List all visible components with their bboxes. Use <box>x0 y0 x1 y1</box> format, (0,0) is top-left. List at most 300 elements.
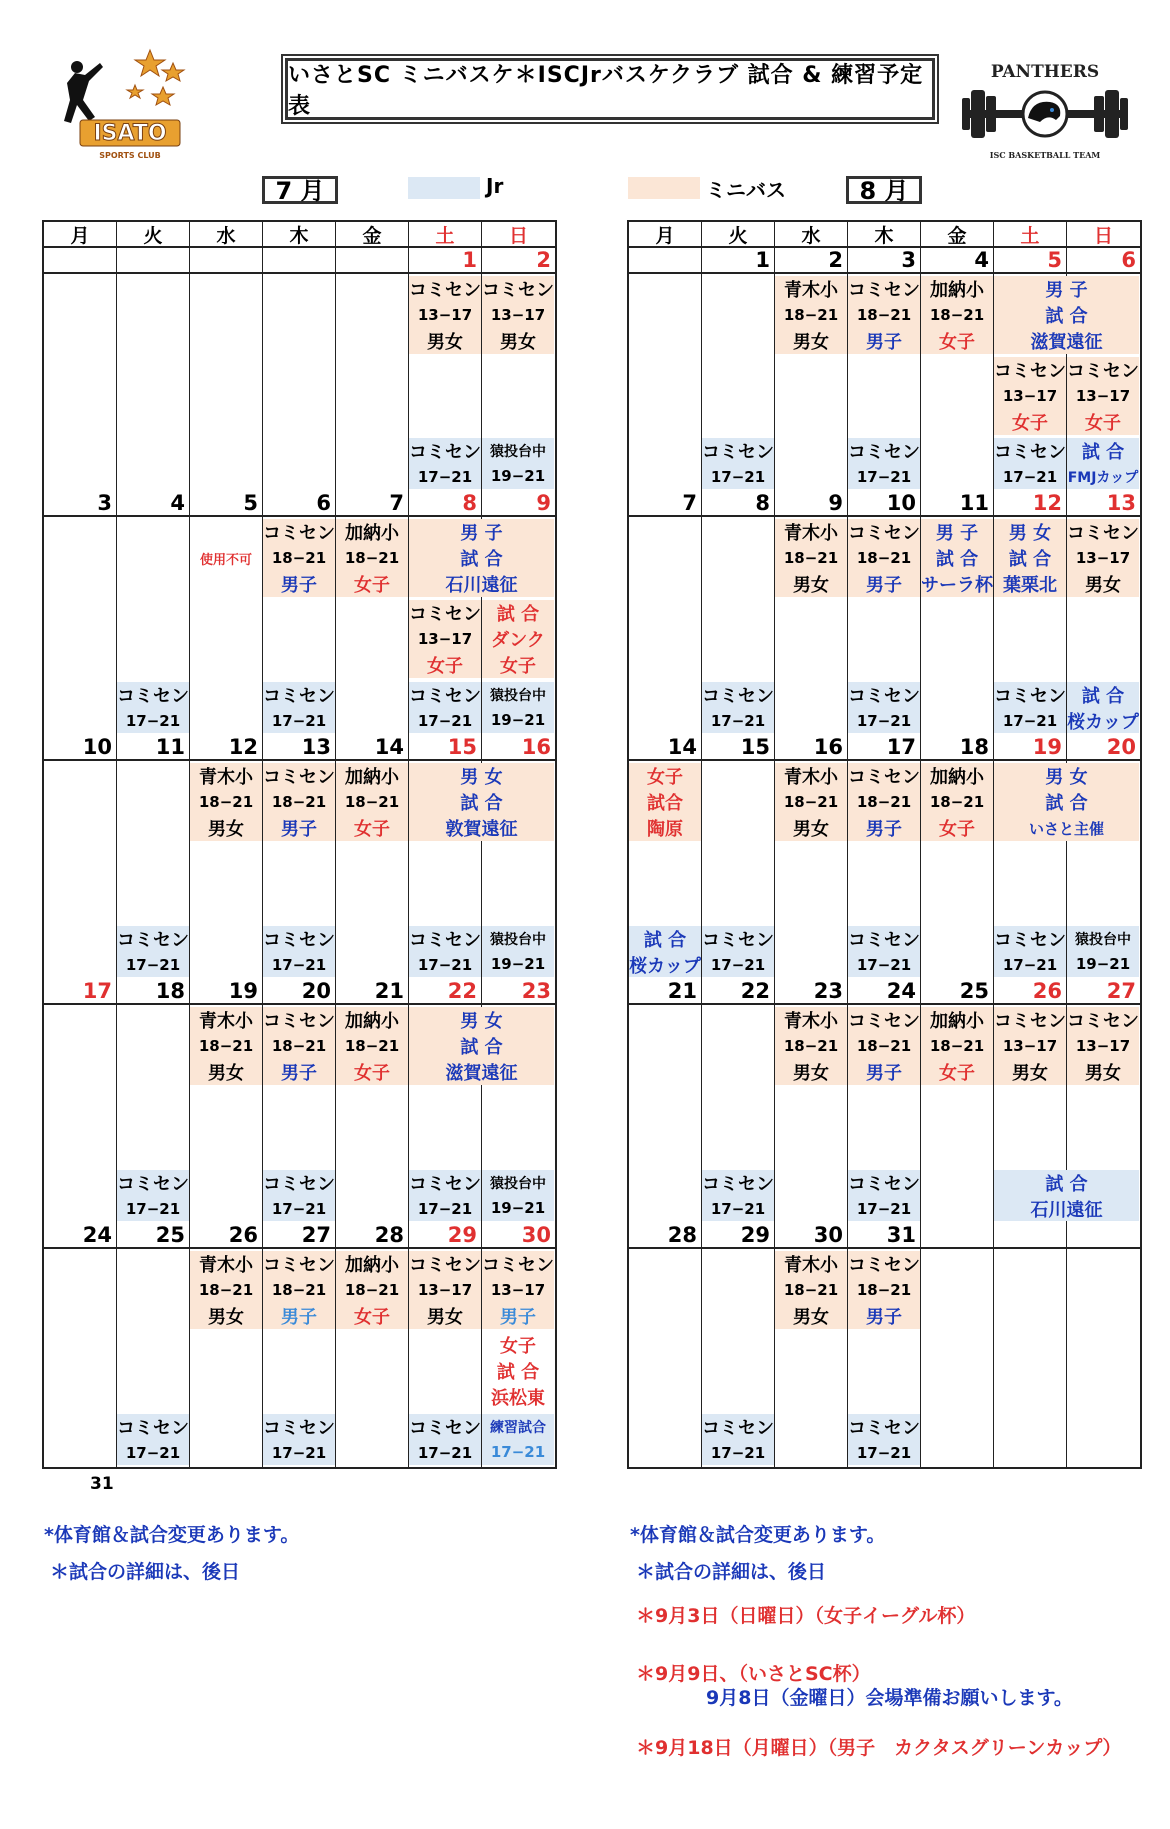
day-number: 4 <box>921 248 994 274</box>
note-left-1: *体育館＆試合変更あります。 <box>44 1524 300 1546</box>
aug-schedule-block <box>848 763 920 841</box>
day-number <box>994 1223 1067 1249</box>
block-line: コミセン <box>409 604 481 625</box>
block-line: 13−17 <box>417 306 473 324</box>
block-line: 男子 <box>866 332 902 353</box>
block-line: 18−21 <box>856 549 912 567</box>
block-line: コミセン <box>263 686 335 707</box>
block-line: 試 合 <box>935 549 979 570</box>
block-line: 男 女 <box>460 1011 503 1032</box>
block-line: コミセン <box>848 1174 920 1195</box>
day-number: 1 <box>409 248 482 274</box>
block-line: FMJカップ <box>1067 469 1139 486</box>
block-line: 女子 <box>939 819 975 840</box>
block-line: コミセン <box>409 930 481 951</box>
day-number: 20 <box>263 979 336 1005</box>
july-schedule-block <box>482 1332 554 1410</box>
block-line: 18−21 <box>344 1281 400 1299</box>
block-line: コミセン <box>263 1011 335 1032</box>
block-line: 男子 <box>866 819 902 840</box>
day-number: 13 <box>263 735 336 761</box>
block-line: 18−21 <box>271 1281 327 1299</box>
block-line: 男女 <box>793 1063 829 1084</box>
aug-schedule-block <box>775 276 847 354</box>
weekday-header: 日 <box>1067 222 1140 248</box>
aug-schedule-block <box>1067 1007 1139 1085</box>
day-number: 25 <box>117 1223 190 1249</box>
block-line: 18−21 <box>344 793 400 811</box>
block-line: 13−17 <box>417 630 473 648</box>
block-line: 青木小 <box>784 1255 838 1276</box>
block-line: 陶原 <box>647 819 683 840</box>
block-line: コミセン <box>702 930 774 951</box>
block-line: 試 合 <box>1045 1174 1088 1195</box>
july-schedule-block <box>409 600 481 678</box>
day-number <box>190 248 263 274</box>
block-line: 試 合 <box>496 1362 540 1383</box>
block-line: コミセン <box>1067 1011 1139 1032</box>
day-number: 1 <box>702 248 775 274</box>
block-line: 猿投台中 <box>1075 931 1131 948</box>
block-line: 男 女 <box>1008 523 1052 544</box>
block-line: 17−21 <box>125 1199 181 1218</box>
aug-schedule-block <box>702 1170 774 1221</box>
july-schedule-block <box>409 1414 481 1465</box>
day-number: 22 <box>409 979 482 1005</box>
block-line: 17−21 <box>125 955 181 974</box>
club-name: ISATO <box>93 121 167 146</box>
block-line: コミセン <box>263 1255 335 1276</box>
aug-schedule-block <box>702 1414 774 1465</box>
aug-schedule-block <box>848 1170 920 1221</box>
block-line: 女子 <box>427 656 463 677</box>
block-line: 男子 <box>866 575 902 596</box>
day-number: 3 <box>848 248 921 274</box>
grid-line <box>335 274 336 491</box>
block-line: 石川遠征 <box>1030 1200 1103 1221</box>
block-line: 男女 <box>793 575 829 596</box>
block-line: コミセン <box>848 1418 920 1439</box>
block-line: 18−21 <box>783 1281 839 1299</box>
july-schedule-block <box>336 1251 408 1329</box>
day-number: 14 <box>336 735 409 761</box>
block-line: コミセン <box>409 1255 481 1276</box>
grid-line <box>116 274 117 491</box>
day-number: 20 <box>1067 735 1140 761</box>
aug-schedule-block <box>1067 926 1139 977</box>
july-schedule-block <box>482 438 554 489</box>
block-line: コミセン <box>848 767 920 788</box>
month-label-july: 7 月 <box>262 176 338 204</box>
day-number: 23 <box>775 979 848 1005</box>
day-number: 9 <box>775 491 848 517</box>
day-number: 15 <box>409 735 482 761</box>
block-line: 男女 <box>1012 1063 1048 1084</box>
july-schedule-block <box>117 926 189 977</box>
block-line: 女子 <box>500 1336 536 1357</box>
legend-mini-swatch <box>628 177 700 199</box>
day-number <box>921 1223 994 1249</box>
block-line: 男 子 <box>1045 280 1088 301</box>
aug-schedule-block <box>848 1251 920 1329</box>
note-right-2: ＊試合の詳細は、後日 <box>636 1561 827 1583</box>
block-line: コミセン <box>263 523 335 544</box>
block-line: 男女 <box>208 1063 244 1084</box>
block-line: 18−21 <box>198 793 254 811</box>
july-schedule-block <box>409 438 481 489</box>
aug-schedule-block <box>702 438 774 489</box>
block-line: 17−21 <box>271 711 327 730</box>
block-line: 18−21 <box>783 793 839 811</box>
july-schedule-block <box>482 276 554 354</box>
aug-schedule-block <box>1067 519 1139 597</box>
day-number: 11 <box>921 491 994 517</box>
aug-schedule-block <box>994 1007 1066 1085</box>
block-line: 18−21 <box>198 1281 254 1299</box>
block-line: 試合 <box>647 793 683 814</box>
grid-line <box>262 274 263 491</box>
day-number: 4 <box>117 491 190 517</box>
block-line: コミセン <box>994 361 1066 382</box>
block-line: 18−21 <box>856 1281 912 1299</box>
block-line: コミセン <box>409 1418 481 1439</box>
block-line: 17−21 <box>417 1443 473 1462</box>
block-line: 男女 <box>1085 575 1121 596</box>
day-number: 5 <box>190 491 263 517</box>
block-line: 石川遠征 <box>445 575 518 596</box>
block-line: 加納小 <box>930 767 984 788</box>
block-line: コミセン <box>994 686 1066 707</box>
aug-schedule-block <box>1067 682 1139 733</box>
block-line: 男子 <box>281 575 317 596</box>
block-line: 試 合 <box>1081 686 1125 707</box>
july-schedule-block <box>409 763 554 841</box>
block-line: 女子 <box>354 1307 390 1328</box>
note-right-4: ＊9月9日、（いさとSC杯） <box>636 1663 871 1685</box>
legend-jr-swatch <box>408 177 480 199</box>
day-number: 30 <box>775 1223 848 1249</box>
team-name: PANTHERS <box>990 62 1100 82</box>
block-line: 19−21 <box>490 467 546 486</box>
july-schedule-block <box>263 763 335 841</box>
day-number: 2 <box>775 248 848 274</box>
block-line: 試 合 <box>643 930 687 951</box>
club-logo <box>55 45 205 165</box>
day-number <box>629 248 702 274</box>
weekday-header: 水 <box>775 222 848 248</box>
block-line: 男子 <box>866 1307 902 1328</box>
block-line: 17−21 <box>271 1199 327 1218</box>
day-number: 28 <box>336 1223 409 1249</box>
block-line: 13−17 <box>1075 1037 1131 1055</box>
block-line: 女子 <box>1085 413 1121 434</box>
grid-line <box>189 274 190 491</box>
block-line: 女子 <box>354 819 390 840</box>
block-line: 17−21 <box>856 467 912 486</box>
block-line: 猿投台中 <box>490 443 546 460</box>
block-line: コミセン <box>482 280 554 301</box>
august-calendar <box>627 220 1142 1469</box>
block-line: 加納小 <box>930 1011 984 1032</box>
day-number <box>263 248 336 274</box>
block-line: 17−21 <box>710 711 766 730</box>
day-number: 2 <box>482 248 555 274</box>
day-number: 3 <box>44 491 117 517</box>
block-line: 青木小 <box>784 280 838 301</box>
block-line: コミセン <box>263 1418 335 1439</box>
block-line: 18−21 <box>929 306 985 324</box>
day-number: 12 <box>994 491 1067 517</box>
block-line: 青木小 <box>784 523 838 544</box>
block-line: 18−21 <box>271 793 327 811</box>
block-line: コミセン <box>263 1174 335 1195</box>
block-line: 17−21 <box>856 711 912 730</box>
weekday-header: 木 <box>263 222 336 248</box>
july-schedule-block <box>482 1170 554 1221</box>
july-schedule-block <box>190 763 262 841</box>
july-schedule-block <box>117 682 189 733</box>
day-number <box>44 248 117 274</box>
block-line: 試 合 <box>1081 442 1125 463</box>
block-line: サーラ杯 <box>921 575 993 596</box>
aug-schedule-block <box>921 1007 993 1085</box>
weekday-header: 金 <box>336 222 409 248</box>
block-line: コミセン <box>117 930 189 951</box>
block-line: コミセン <box>848 1011 920 1032</box>
day-number: 9 <box>482 491 555 517</box>
block-line: コミセン <box>702 686 774 707</box>
block-line: 男女 <box>793 1307 829 1328</box>
block-line: 13−17 <box>490 1281 546 1299</box>
block-line: コミセン <box>848 930 920 951</box>
aug-schedule-block <box>848 682 920 733</box>
block-line: 女子 <box>354 1063 390 1084</box>
block-line: コミセン <box>994 930 1066 951</box>
block-line: 男 女 <box>460 767 503 788</box>
day-number: 7 <box>336 491 409 517</box>
block-line: コミセン <box>482 1255 554 1276</box>
july-schedule-block <box>263 1251 335 1329</box>
block-line: 17−21 <box>125 1443 181 1462</box>
block-line: 加納小 <box>345 523 399 544</box>
july-schedule-block <box>409 519 554 597</box>
aug-schedule-block <box>848 519 920 597</box>
aug-schedule-block <box>994 1170 1139 1221</box>
weekday-header: 月 <box>44 222 117 248</box>
aug-schedule-block <box>921 519 993 597</box>
day-number: 27 <box>263 1223 336 1249</box>
day-number: 17 <box>44 979 117 1005</box>
day-number: 30 <box>482 1223 555 1249</box>
block-line: 滋賀遠征 <box>1030 332 1103 353</box>
grid-line <box>920 1249 921 1467</box>
block-line: 女子 <box>647 767 683 788</box>
july-schedule-block <box>482 600 554 678</box>
block-line: 17−21 <box>125 711 181 730</box>
july-schedule-block <box>263 926 335 977</box>
july-schedule-block <box>190 1251 262 1329</box>
day-number: 29 <box>409 1223 482 1249</box>
block-line: 男女 <box>427 1307 463 1328</box>
block-line: 19−21 <box>490 955 546 974</box>
block-line: 女子 <box>354 575 390 596</box>
day-number: 21 <box>336 979 409 1005</box>
title-text: いさとSC ミニバスケ＊ISCJrバスケクラブ 試合 & 練習予定表 <box>288 63 924 119</box>
day-number: 26 <box>994 979 1067 1005</box>
block-line: コミセン <box>263 767 335 788</box>
day-number: 8 <box>409 491 482 517</box>
block-line: コミセン <box>117 1174 189 1195</box>
block-line: 男女 <box>208 1307 244 1328</box>
block-line: 19−21 <box>1075 955 1131 974</box>
july-schedule-block <box>409 1251 481 1329</box>
note-right-6: ＊9月18日（月曜日）（男子 カクタスグリーンカップ） <box>636 1737 1122 1759</box>
block-line: コミセン <box>263 930 335 951</box>
block-line: 13−17 <box>1002 1037 1058 1055</box>
block-line: 猿投台中 <box>490 1175 546 1192</box>
block-line: コミセン <box>409 1174 481 1195</box>
block-line: 18−21 <box>929 1037 985 1055</box>
aug-schedule-block <box>629 763 701 841</box>
day-number: 28 <box>629 1223 702 1249</box>
block-line: コミセン <box>117 1418 189 1439</box>
block-line: 男女 <box>208 819 244 840</box>
block-line: 17−21 <box>856 1199 912 1218</box>
day-number: 15 <box>702 735 775 761</box>
block-line: 試 合 <box>1045 793 1088 814</box>
day-number: 19 <box>190 979 263 1005</box>
grid-line <box>1066 1249 1067 1467</box>
block-line: 19−21 <box>490 1199 546 1218</box>
aug-schedule-block <box>994 926 1066 977</box>
block-line: 青木小 <box>784 767 838 788</box>
block-line: 17−21 <box>271 1443 327 1462</box>
day-number: 27 <box>1067 979 1140 1005</box>
block-line: コミセン <box>409 442 481 463</box>
block-line: コミセン <box>117 686 189 707</box>
weekday-header: 月 <box>629 222 702 248</box>
aug-schedule-block <box>775 763 847 841</box>
block-line: コミセン <box>1067 523 1139 544</box>
day-number: 26 <box>190 1223 263 1249</box>
block-line: 加納小 <box>930 280 984 301</box>
block-line: 猿投台中 <box>490 931 546 948</box>
block-line: コミセン <box>1067 361 1139 382</box>
block-line: コミセン <box>994 1011 1066 1032</box>
july-schedule-block <box>117 1414 189 1465</box>
stray-day-31: 31 <box>90 1474 114 1494</box>
block-line: 17−21 <box>856 955 912 974</box>
block-line: 17−21 <box>1002 711 1058 730</box>
block-line: 17−21 <box>856 1443 912 1462</box>
july-schedule-block <box>263 682 335 733</box>
day-number: 13 <box>1067 491 1140 517</box>
grid-line <box>993 1249 994 1467</box>
aug-schedule-block <box>1067 438 1139 489</box>
weekday-header: 金 <box>921 222 994 248</box>
block-line: 18−21 <box>198 1037 254 1055</box>
note-left-2: ＊試合の詳細は、後日 <box>50 1561 241 1583</box>
block-line: 女子 <box>939 332 975 353</box>
block-line: 17−21 <box>271 955 327 974</box>
july-schedule-block <box>409 926 481 977</box>
block-line: 青木小 <box>784 1011 838 1032</box>
block-line: コミセン <box>848 280 920 301</box>
block-line: コミセン <box>848 442 920 463</box>
july-schedule-block <box>409 1007 554 1085</box>
block-line: 13−17 <box>417 1281 473 1299</box>
block-line: 17−21 <box>417 467 473 486</box>
block-line: 男女 <box>1085 1063 1121 1084</box>
day-number: 8 <box>702 491 775 517</box>
day-number: 11 <box>117 735 190 761</box>
aug-schedule-block <box>994 276 1139 354</box>
block-line: 18−21 <box>271 549 327 567</box>
team-sub: ISC BASKETBALL TEAM <box>989 150 1101 160</box>
weekday-header: 土 <box>994 222 1067 248</box>
aug-schedule-block <box>775 519 847 597</box>
aug-schedule-block <box>629 926 701 977</box>
block-line: 試 合 <box>460 793 503 814</box>
day-number: 7 <box>629 491 702 517</box>
day-number: 29 <box>702 1223 775 1249</box>
block-line: コミセン <box>702 1174 774 1195</box>
july-schedule-block <box>336 519 408 597</box>
block-line: 青木小 <box>199 1255 253 1276</box>
day-number: 17 <box>848 735 921 761</box>
weekday-header: 木 <box>848 222 921 248</box>
july-schedule-block <box>117 1170 189 1221</box>
note-right-1: *体育館＆試合変更あります。 <box>630 1524 886 1546</box>
july-schedule-block <box>190 519 262 597</box>
block-line: 18−21 <box>783 306 839 324</box>
block-line: 18−21 <box>929 793 985 811</box>
block-line: 18−21 <box>856 306 912 324</box>
block-line: 加納小 <box>345 1011 399 1032</box>
player-star-icon <box>55 45 205 165</box>
note-right-5: 9月8日（金曜日）会場準備お願いします。 <box>706 1687 1073 1709</box>
block-line: 試 合 <box>460 549 503 570</box>
block-line: 男子 <box>281 819 317 840</box>
day-number: 19 <box>994 735 1067 761</box>
day-number: 10 <box>44 735 117 761</box>
july-schedule-block <box>263 519 335 597</box>
block-line: コミセン <box>848 686 920 707</box>
aug-schedule-block <box>994 682 1066 733</box>
day-number: 18 <box>921 735 994 761</box>
page-title <box>285 58 935 120</box>
block-line: 17−21 <box>490 1443 546 1462</box>
day-number <box>1067 1223 1140 1249</box>
block-line: 17−21 <box>710 955 766 974</box>
day-number: 12 <box>190 735 263 761</box>
team-logo <box>960 60 1130 170</box>
block-line: 17−21 <box>710 467 766 486</box>
day-number: 31 <box>848 1223 921 1249</box>
day-number: 5 <box>994 248 1067 274</box>
aug-schedule-block <box>848 276 920 354</box>
block-line: 加納小 <box>345 767 399 788</box>
aug-schedule-block <box>848 1007 920 1085</box>
aug-schedule-block <box>994 438 1066 489</box>
block-line: 18−21 <box>271 1037 327 1055</box>
block-line: コミセン <box>409 686 481 707</box>
block-line: 18−21 <box>783 549 839 567</box>
july-schedule-block <box>263 1170 335 1221</box>
block-line: 男子 <box>281 1063 317 1084</box>
block-line: コミセン <box>702 442 774 463</box>
july-schedule-block <box>263 1414 335 1465</box>
